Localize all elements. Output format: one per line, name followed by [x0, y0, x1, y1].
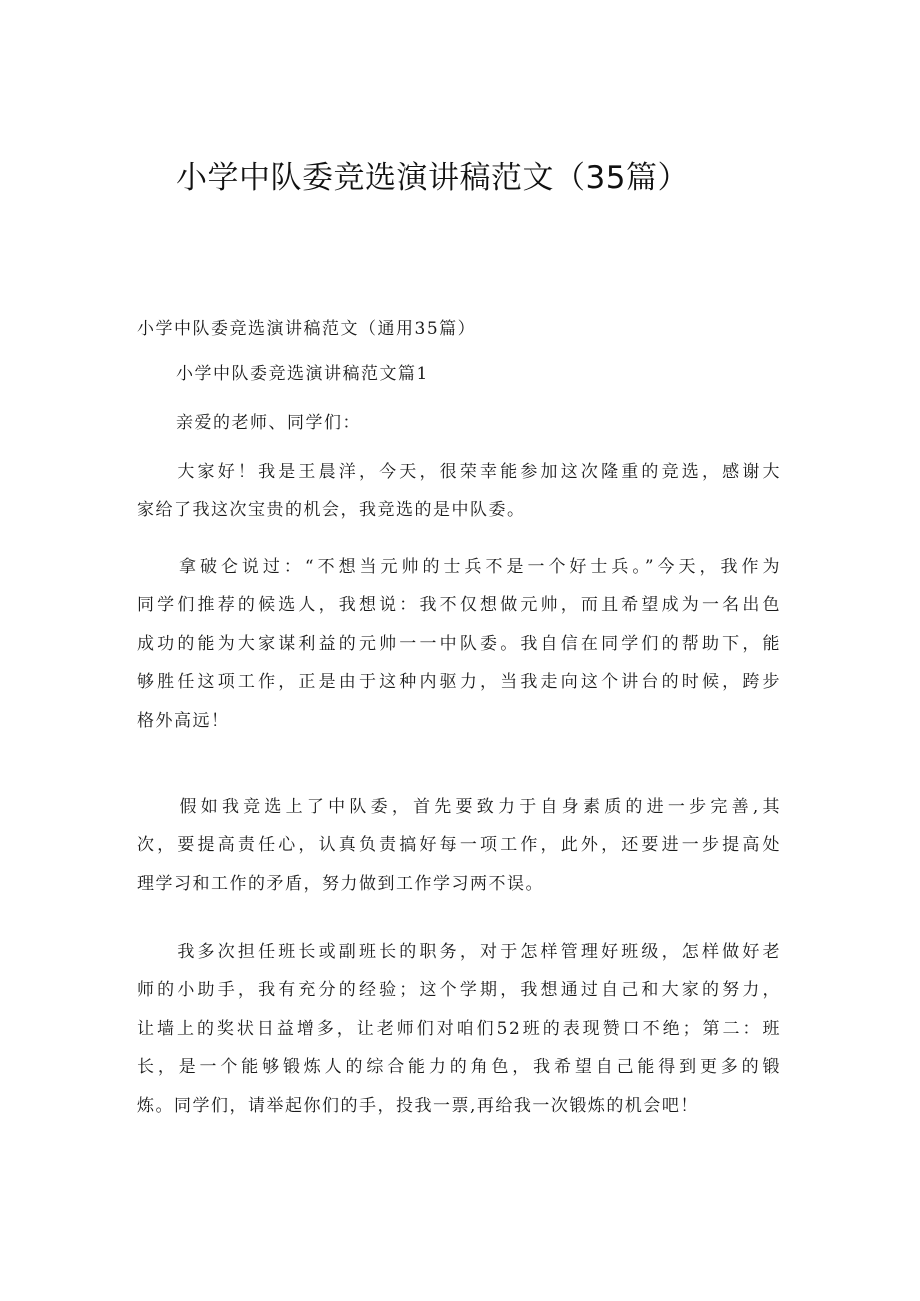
paragraph-line: 师的小助手，我有充分的经验；这个学期，我想通过自己和大家的努力，	[137, 980, 781, 1001]
paragraph-line: 假如我竞选上了中队委，首先要致力于自身素质的进一步完善,其	[137, 797, 781, 817]
paragraph-line: 次，要提高责任心，认真负责搞好每一项工作，此外，还要进一步提高处	[137, 835, 781, 856]
paragraph-line: 成功的能为大家谋利益的元帅一一中队委。我自信在同学们的帮助下，能	[137, 633, 781, 654]
document-subtitle: 小学中队委竞选演讲稿范文（通用35篇）	[137, 319, 477, 339]
paragraph-line: 够胜任这项工作，正是由于这种内驱力，当我走向这个讲台的时候，跨步	[137, 672, 781, 693]
document-title: 小学中队委竞选演讲稿范文（35篇）	[176, 160, 689, 196]
paragraph-line: 大家好！我是王晨洋，今天，很荣幸能参加这次隆重的竞选，感谢大	[137, 462, 781, 482]
paragraph-line: 长，是一个能够锻炼人的综合能力的角色，我希望自己能得到更多的锻	[137, 1057, 781, 1078]
paragraph-4	[137, 933, 781, 1125]
paragraph-line: 我多次担任班长或副班长的职务，对于怎样管理好班级，怎样做好老	[137, 942, 781, 962]
paragraph-1	[137, 453, 781, 530]
section-heading: 小学中队委竞选演讲稿范文篇1	[176, 364, 429, 384]
paragraph-line: 让墙上的奖状日益增多，让老师们对咱们52班的表现赞口不绝；第二：班	[137, 1018, 781, 1039]
paragraph-line: 格外高远！	[137, 710, 230, 731]
paragraph-line: 家给了我这次宝贵的机会，我竞选的是中队委。	[137, 500, 526, 521]
paragraph-line: 理学习和工作的矛盾，努力做到工作学习两不误。	[137, 873, 544, 894]
paragraph-2	[137, 548, 781, 740]
paragraph-line: 拿破仑说过：“不想当元帅的士兵不是一个好士兵。”今天，我作为	[137, 557, 781, 577]
paragraph-3	[137, 788, 781, 903]
greeting-line: 亲爱的老师、同学们：	[176, 413, 361, 433]
paragraph-line: 同学们推荐的候选人，我想说：我不仅想做元帅，而且希望成为一名出色	[137, 595, 781, 616]
paragraph-line: 炼。同学们，请举起你们的手，投我一票,再给我一次锻炼的机会吧！	[137, 1095, 699, 1116]
